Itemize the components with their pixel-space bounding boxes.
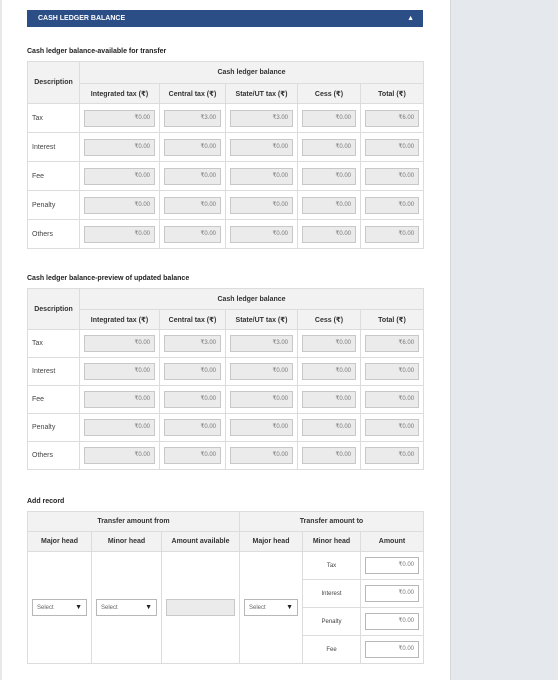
- table-row: [28, 442, 424, 470]
- description-header: Description: [28, 289, 80, 330]
- value-field: ₹0.00: [365, 197, 419, 214]
- value-field: ₹0.00: [230, 419, 293, 436]
- amount-header: Amount: [361, 532, 424, 552]
- value-field: ₹0.00: [164, 419, 221, 436]
- table-row: [28, 162, 424, 191]
- value-field: ₹0.00: [164, 197, 221, 214]
- select-value: Select: [249, 604, 266, 611]
- main-content: [27, 10, 423, 664]
- row-label: Interest: [28, 358, 80, 386]
- cash-ledger-section-header[interactable]: [27, 10, 423, 27]
- to-minor-head-header: Minor head: [303, 532, 361, 552]
- table-row: [28, 220, 424, 249]
- value-field: ₹0.00: [84, 110, 155, 127]
- row-label: Others: [28, 442, 80, 470]
- value-field: ₹6.00: [365, 335, 419, 352]
- table-row: [28, 552, 424, 580]
- row-label: Others: [28, 220, 80, 249]
- amount-input[interactable]: ₹0.00: [365, 585, 419, 602]
- value-field: ₹0.00: [230, 447, 293, 464]
- value-field: ₹0.00: [302, 168, 356, 185]
- value-field: ₹0.00: [365, 391, 419, 408]
- right-side-panel: [450, 0, 558, 680]
- value-field: ₹6.00: [365, 110, 419, 127]
- value-field: ₹0.00: [164, 447, 221, 464]
- value-field: ₹0.00: [230, 363, 293, 380]
- to-major-head-select[interactable]: [244, 599, 298, 616]
- value-field: ₹0.00: [84, 363, 155, 380]
- minor-head-label: Interest: [303, 580, 361, 608]
- add-record-table: [27, 511, 424, 664]
- dropdown-arrow-icon: ▼: [75, 604, 82, 611]
- dropdown-arrow-icon: ▼: [145, 604, 152, 611]
- value-field: ₹0.00: [230, 226, 293, 243]
- value-field: ₹0.00: [230, 197, 293, 214]
- row-label: Tax: [28, 330, 80, 358]
- table-row: [28, 191, 424, 220]
- to-major-head-header: Major head: [240, 532, 303, 552]
- select-value: Select: [37, 604, 54, 611]
- row-label: Fee: [28, 162, 80, 191]
- transfer-to-header: Transfer amount to: [240, 512, 424, 532]
- chevron-up-icon[interactable]: ▲: [407, 15, 414, 22]
- value-field: ₹0.00: [365, 447, 419, 464]
- col-integrated-tax: Integrated tax (₹): [80, 84, 160, 104]
- table-row: [28, 414, 424, 442]
- col-total: Total (₹): [361, 84, 424, 104]
- value-field: ₹0.00: [302, 139, 356, 156]
- value-field: ₹0.00: [365, 419, 419, 436]
- row-label: Tax: [28, 104, 80, 133]
- minor-head-label: Fee: [303, 636, 361, 664]
- available-subtitle: Cash ledger balance-available for transfer: [27, 48, 167, 55]
- value-field: ₹0.00: [365, 168, 419, 185]
- value-field: ₹0.00: [302, 110, 356, 127]
- value-field: ₹0.00: [302, 419, 356, 436]
- table-row: [28, 133, 424, 162]
- value-field: ₹0.00: [230, 168, 293, 185]
- value-field: ₹0.00: [84, 335, 155, 352]
- col-integrated-tax: Integrated tax (₹): [80, 310, 160, 330]
- col-state-ut-tax: State/UT tax (₹): [226, 84, 298, 104]
- table-row: [28, 386, 424, 414]
- table-row: [28, 330, 424, 358]
- amount-input[interactable]: ₹0.00: [365, 613, 419, 630]
- transfer-from-header: Transfer amount from: [28, 512, 240, 532]
- left-border: [0, 0, 2, 680]
- value-field: ₹0.00: [302, 363, 356, 380]
- row-label: Penalty: [28, 191, 80, 220]
- amount-input[interactable]: ₹0.00: [365, 557, 419, 574]
- value-field: ₹0.00: [164, 363, 221, 380]
- value-field: ₹0.00: [365, 226, 419, 243]
- row-label: Interest: [28, 133, 80, 162]
- value-field: ₹0.00: [164, 226, 221, 243]
- from-minor-head-select[interactable]: [96, 599, 157, 616]
- value-field: ₹0.00: [302, 447, 356, 464]
- amount-available-field: [166, 599, 235, 616]
- col-cess: Cess (₹): [298, 84, 361, 104]
- value-field: ₹0.00: [164, 391, 221, 408]
- value-field: ₹0.00: [302, 391, 356, 408]
- value-field: ₹0.00: [84, 447, 155, 464]
- value-field: ₹0.00: [164, 139, 221, 156]
- value-field: ₹0.00: [84, 226, 155, 243]
- value-field: ₹3.00: [230, 110, 293, 127]
- col-central-tax: Central tax (₹): [160, 310, 226, 330]
- col-state-ut-tax: State/UT tax (₹): [226, 310, 298, 330]
- row-label: Fee: [28, 386, 80, 414]
- col-cess: Cess (₹): [298, 310, 361, 330]
- preview-balance-table: [27, 288, 424, 470]
- add-record-subtitle: Add record: [27, 498, 65, 505]
- available-balance-table: [27, 61, 424, 249]
- value-field: ₹0.00: [84, 391, 155, 408]
- value-field: ₹0.00: [84, 419, 155, 436]
- value-field: ₹0.00: [84, 168, 155, 185]
- value-field: ₹3.00: [164, 335, 221, 352]
- cash-ledger-balance-header: Cash ledger balance: [80, 62, 424, 84]
- col-total: Total (₹): [361, 310, 424, 330]
- value-field: ₹0.00: [302, 197, 356, 214]
- minor-head-label: Tax: [303, 552, 361, 580]
- value-field: ₹0.00: [230, 139, 293, 156]
- value-field: ₹0.00: [365, 139, 419, 156]
- dropdown-arrow-icon: ▼: [286, 604, 293, 611]
- value-field: ₹0.00: [164, 168, 221, 185]
- value-field: ₹0.00: [230, 391, 293, 408]
- description-header: Description: [28, 62, 80, 104]
- section-title: CASH LEDGER BALANCE: [38, 15, 126, 22]
- value-field: ₹0.00: [302, 226, 356, 243]
- value-field: ₹0.00: [84, 197, 155, 214]
- value-field: ₹3.00: [230, 335, 293, 352]
- select-value: Select: [101, 604, 118, 611]
- minor-head-label: Penalty: [303, 608, 361, 636]
- preview-subtitle: Cash ledger balance-preview of updated balance: [27, 275, 190, 282]
- cash-ledger-balance-header: Cash ledger balance: [80, 289, 424, 310]
- from-major-head-select[interactable]: [32, 599, 87, 616]
- table-row: [28, 358, 424, 386]
- amount-input[interactable]: ₹0.00: [365, 641, 419, 658]
- from-major-head-header: Major head: [28, 532, 92, 552]
- value-field: ₹0.00: [84, 139, 155, 156]
- value-field: ₹3.00: [164, 110, 221, 127]
- table-row: [28, 104, 424, 133]
- value-field: ₹0.00: [365, 363, 419, 380]
- row-label: Penalty: [28, 414, 80, 442]
- amount-available-header: Amount available: [162, 532, 240, 552]
- col-central-tax: Central tax (₹): [160, 84, 226, 104]
- value-field: ₹0.00: [302, 335, 356, 352]
- from-minor-head-header: Minor head: [92, 532, 162, 552]
